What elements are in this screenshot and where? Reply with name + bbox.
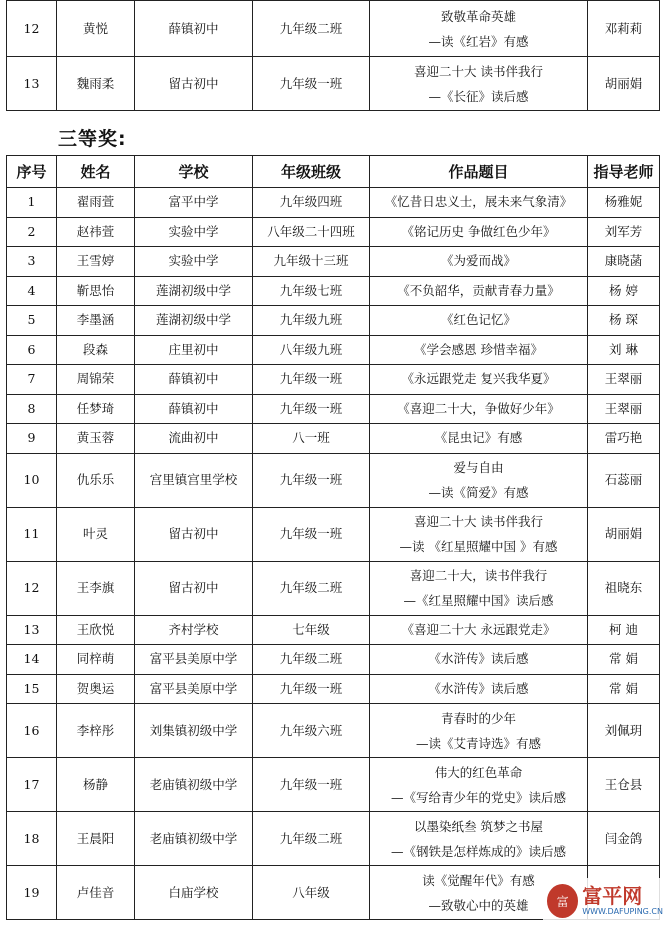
table-row — [7, 247, 660, 277]
prize-table-previous — [6, 0, 660, 111]
cell-teacher: 雷巧艳 — [588, 424, 660, 454]
work-title-line: 读《觉醒年代》有感 — [422, 872, 535, 888]
cell-name: 王欣悦 — [57, 615, 135, 645]
watermark-title: 富平网 — [582, 884, 643, 908]
table-row — [7, 188, 660, 218]
header-teacher: 指导老师 — [588, 156, 660, 188]
cell-class: 九年级一班 — [253, 394, 370, 424]
cell-teacher: 柯 迪 — [588, 615, 660, 645]
cell-class: 八年级 — [253, 866, 370, 920]
cell-class: 八年级二十四班 — [253, 217, 370, 247]
cell-work — [370, 394, 588, 424]
cell-work — [370, 188, 588, 218]
cell-teacher: 杨 婷 — [588, 276, 660, 306]
cell-work — [370, 247, 588, 277]
work-title-line: 爱与自由 — [453, 460, 504, 475]
work-title-line: 《铭记历史 争做红色少年》 — [401, 223, 556, 239]
cell-class: 九年级十三班 — [253, 247, 370, 277]
cell-class: 九年级七班 — [253, 276, 370, 306]
cell-no: 14 — [7, 645, 57, 675]
cell-no: 12 — [7, 1, 57, 57]
work-title-line: 《永远跟党走 复兴我华夏》 — [401, 371, 556, 387]
cell-no: 19 — [7, 866, 57, 920]
cell-work — [370, 424, 588, 454]
cell-no: 2 — [7, 217, 57, 247]
header-name: 姓名 — [57, 156, 135, 188]
cell-teacher: 刘 琳 — [588, 335, 660, 365]
cell-school: 庄里初中 — [135, 335, 253, 365]
table-row — [7, 758, 660, 812]
cell-work — [370, 615, 588, 645]
cell-school: 流曲初中 — [135, 424, 253, 454]
cell-school: 实验中学 — [135, 247, 253, 277]
work-title-line: 《喜迎二十大 永远跟党走》 — [401, 621, 556, 637]
work-title-line: 《水浒传》读后感 — [428, 651, 529, 667]
cell-teacher: 常 娟 — [588, 674, 660, 704]
cell-school: 老庙镇初级中学 — [135, 812, 253, 866]
cell-teacher: 杨雅妮 — [588, 188, 660, 218]
cell-class: 九年级二班 — [253, 812, 370, 866]
table-row — [7, 704, 660, 758]
cell-name: 段森 — [57, 335, 135, 365]
cell-no: 12 — [7, 561, 57, 615]
table-row — [7, 674, 660, 704]
cell-work — [370, 306, 588, 336]
work-title-line: —致敬心中的英雄 — [428, 897, 529, 913]
table-row — [7, 615, 660, 645]
cell-class: 九年级一班 — [253, 453, 370, 507]
cell-no: 17 — [7, 758, 57, 812]
cell-no: 4 — [7, 276, 57, 306]
table-row — [7, 812, 660, 866]
work-title-line: 《红色记忆》 — [440, 312, 516, 328]
cell-school: 齐村学校 — [135, 615, 253, 645]
cell-name: 同梓萌 — [57, 645, 135, 675]
cell-class: 九年级二班 — [253, 561, 370, 615]
cell-work — [370, 758, 588, 812]
cell-no: 11 — [7, 507, 57, 561]
cell-work — [370, 561, 588, 615]
work-title-line: 喜迎二十大 读书伴我行 — [414, 63, 543, 79]
cell-class: 九年级一班 — [253, 57, 370, 111]
table-row — [7, 276, 660, 306]
work-title-line: 喜迎二十大 读书伴我行 — [414, 514, 543, 529]
cell-name: 王李旗 — [57, 561, 135, 615]
work-title-line: 《忆昔日忠义士，展未来气象清》 — [384, 194, 573, 210]
cell-class: 九年级一班 — [253, 365, 370, 395]
cell-name: 仇乐乐 — [57, 453, 135, 507]
cell-name: 任梦琦 — [57, 394, 135, 424]
table-row — [7, 453, 660, 507]
cell-school: 白庙学校 — [135, 866, 253, 920]
header-no: 序号 — [7, 156, 57, 188]
cell-school: 富平县美原中学 — [135, 645, 253, 675]
cell-name: 李梓彤 — [57, 704, 135, 758]
table-row — [7, 365, 660, 395]
cell-work — [370, 335, 588, 365]
cell-no: 8 — [7, 394, 57, 424]
cell-work — [370, 1, 588, 57]
cell-name: 周锦荣 — [57, 365, 135, 395]
watermark-url: WWW.DAFUPING.CN — [582, 907, 663, 916]
cell-no: 16 — [7, 704, 57, 758]
table-header-row — [7, 156, 660, 188]
table-row — [7, 424, 660, 454]
cell-class: 九年级一班 — [253, 758, 370, 812]
cell-name: 赵祎萱 — [57, 217, 135, 247]
cell-school: 莲湖初级中学 — [135, 276, 253, 306]
work-title-line: 《为爱而战》 — [440, 253, 516, 269]
work-title-line: —《红星照耀中国》读后感 — [403, 593, 554, 608]
cell-no: 13 — [7, 615, 57, 645]
table-row — [7, 507, 660, 561]
work-title-line: 以墨染纸叁 筑梦之书屋 — [414, 818, 543, 834]
work-title-line: 《昆虫记》有感 — [434, 430, 523, 446]
cell-no: 13 — [7, 57, 57, 111]
cell-class: 七年级 — [253, 615, 370, 645]
cell-school: 刘集镇初级中学 — [135, 704, 253, 758]
header-work: 作品题目 — [370, 156, 588, 188]
cell-no: 6 — [7, 335, 57, 365]
cell-teacher: 胡丽娟 — [588, 57, 660, 111]
cell-school: 留古初中 — [135, 57, 253, 111]
work-title-line: 伟大的红色革命 — [434, 764, 523, 780]
cell-teacher: 王翠丽 — [588, 365, 660, 395]
cell-school: 留古初中 — [135, 507, 253, 561]
table-row — [7, 1, 660, 57]
cell-class: 九年级二班 — [253, 1, 370, 57]
cell-name: 翟雨萱 — [57, 188, 135, 218]
cell-no: 3 — [7, 247, 57, 277]
cell-school: 莲湖初级中学 — [135, 306, 253, 336]
cell-teacher: 常 娟 — [588, 645, 660, 675]
cell-name: 黄悦 — [57, 1, 135, 57]
cell-class: 九年级四班 — [253, 188, 370, 218]
cell-class: 九年级九班 — [253, 306, 370, 336]
cell-no: 10 — [7, 453, 57, 507]
work-title-line: —《写给青少年的党史》读后感 — [390, 789, 566, 805]
cell-no: 5 — [7, 306, 57, 336]
site-logo-icon: 富 — [547, 884, 578, 918]
work-title-line: —《钢铁是怎样炼成的》读后感 — [390, 843, 566, 859]
work-title-line: —读《简爱》有感 — [428, 485, 529, 500]
cell-class: 八一班 — [253, 424, 370, 454]
cell-work — [370, 217, 588, 247]
cell-work — [370, 365, 588, 395]
work-title-line: 青春时的少年 — [440, 710, 516, 726]
cell-school: 薛镇初中 — [135, 365, 253, 395]
cell-name: 杨静 — [57, 758, 135, 812]
work-title-line: —读《红岩》有感 — [428, 33, 529, 49]
cell-school: 老庙镇初级中学 — [135, 758, 253, 812]
cell-work — [370, 645, 588, 675]
cell-no: 18 — [7, 812, 57, 866]
cell-name: 卢佳音 — [57, 866, 135, 920]
cell-school: 薛镇初中 — [135, 394, 253, 424]
cell-name: 靳思怡 — [57, 276, 135, 306]
cell-teacher: 刘军芳 — [588, 217, 660, 247]
table-row — [7, 217, 660, 247]
cell-teacher: 邓莉莉 — [588, 1, 660, 57]
work-title-line: 《学会感恩 珍惜幸福》 — [414, 341, 543, 357]
cell-teacher: 王翠丽 — [588, 394, 660, 424]
cell-work — [370, 453, 588, 507]
work-title-line: 《不负韶华，贡献青春力量》 — [397, 282, 560, 298]
cell-teacher: 杨 琛 — [588, 306, 660, 336]
site-watermark — [543, 878, 663, 924]
cell-school: 宫里镇宫里学校 — [135, 453, 253, 507]
work-title-line: 《喜迎二十大，争做好少年》 — [397, 400, 560, 416]
cell-class: 九年级一班 — [253, 507, 370, 561]
cell-teacher: 胡丽娟 — [588, 507, 660, 561]
cell-class: 九年级一班 — [253, 674, 370, 704]
cell-name: 贺奥运 — [57, 674, 135, 704]
cell-school: 实验中学 — [135, 217, 253, 247]
cell-school: 富平中学 — [135, 188, 253, 218]
cell-no: 9 — [7, 424, 57, 454]
work-title-line: —读 《红星照耀中国 》有感 — [399, 539, 558, 554]
table-row — [7, 645, 660, 675]
cell-work — [370, 704, 588, 758]
cell-work — [370, 812, 588, 866]
table-row — [7, 57, 660, 111]
cell-school: 留古初中 — [135, 561, 253, 615]
work-title-line: 喜迎二十大，读书伴我行 — [409, 568, 548, 583]
cell-name: 魏雨柔 — [57, 57, 135, 111]
work-title-line: 致敬革命英雄 — [440, 8, 516, 24]
work-title-line: 《水浒传》读后感 — [428, 680, 529, 696]
cell-school: 富平县美原中学 — [135, 674, 253, 704]
cell-school: 薛镇初中 — [135, 1, 253, 57]
table-row — [7, 306, 660, 336]
cell-teacher: 祖晓东 — [588, 561, 660, 615]
cell-teacher: 石蕊丽 — [588, 453, 660, 507]
work-title-line: —读《艾青诗选》有感 — [415, 735, 541, 751]
cell-name: 王雪婷 — [57, 247, 135, 277]
work-title-line: —《长征》读后感 — [428, 88, 529, 104]
section-title: 三等奖: — [58, 128, 127, 150]
cell-teacher: 王仓县 — [588, 758, 660, 812]
cell-name: 叶灵 — [57, 507, 135, 561]
cell-class: 九年级六班 — [253, 704, 370, 758]
cell-name: 黄玉蓉 — [57, 424, 135, 454]
cell-teacher: 康晓菡 — [588, 247, 660, 277]
cell-no: 1 — [7, 188, 57, 218]
cell-name: 王晨阳 — [57, 812, 135, 866]
table-row — [7, 394, 660, 424]
cell-no: 15 — [7, 674, 57, 704]
table-row — [7, 335, 660, 365]
cell-teacher: 闫金鸽 — [588, 812, 660, 866]
cell-class: 八年级九班 — [253, 335, 370, 365]
table-row — [7, 561, 660, 615]
header-school: 学校 — [135, 156, 253, 188]
header-class: 年级班级 — [253, 156, 370, 188]
prize-table-third — [6, 155, 660, 920]
cell-name: 李墨涵 — [57, 306, 135, 336]
cell-work — [370, 507, 588, 561]
cell-work — [370, 276, 588, 306]
cell-class: 九年级二班 — [253, 645, 370, 675]
cell-teacher: 刘佩玥 — [588, 704, 660, 758]
cell-no: 7 — [7, 365, 57, 395]
cell-work — [370, 57, 588, 111]
cell-work — [370, 674, 588, 704]
